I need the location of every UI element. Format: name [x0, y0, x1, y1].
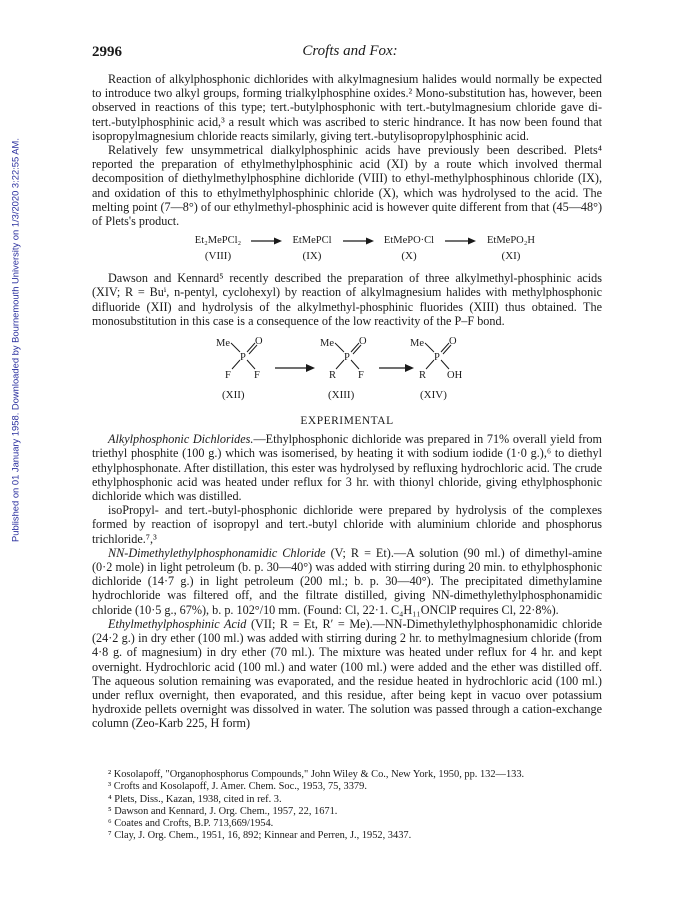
experimental-paragraph-4 — [92, 617, 602, 731]
subsection-heading: Ethylmethylphosphinic Acid — [108, 616, 247, 631]
download-watermark-text: Published on 01 January 1958. Downloaded by Bournemouth University on 1/3/2020 3:22:55 AM. — [9, 138, 21, 542]
structure-label: (XII) — [222, 389, 245, 402]
intro-paragraph-1: Reaction of alkylphosphonic dichlorides with alkylmagnesium halides would normally be expected to introduce two alkyl groups, forming trialkylphosphine oxides.² Mono-substitution has, however, been observed in reactions of this type; tert.-butylphosphonic with tert.-butylmagnesium chloride gave di-tert.-butylphosphinic acid,³ a result which was ascribed to steric hindrance. It has now been found that isopropylmagnesium chloride reacts similarly, giving tert.-butylisopropylphosphinic acid. — [92, 72, 602, 143]
compound-formula: EtMePO·Cl — [383, 235, 435, 247]
compound-label: (VIII) — [204, 250, 232, 263]
compound-label: (XI) — [501, 250, 521, 263]
footnote: ⁶ Coates and Crofts, B.P. 713,669/1954. — [108, 818, 274, 830]
subsection-text: (VII; R = Et, R′ = Me).—NN-Dimethylethylphosphonamidic chloride (24·2 g.) in dry ether (100 ml.) was added with stirring during 2 hr. to methylmagnesium chloride (from 4·8 g. of magnesium) in dry ether (70 ml.). The mixture was heated under reflux for 4 hr. and kept overnight. Hydrochloric acid (100 ml.) and water (100 ml.) were added and the ether was distilled off. The aqueous solution remaining was evaporated, and the residue heated in hydrochloric acid (100 ml.) under reflux overnight, then evaporated, and this residue, after being kept in vacuo over potassium hydroxide pellets overnight was dissolved in water. The solution was passed through a cation-exchange column (Zeo-Karb 225, H form) — [92, 616, 602, 731]
atom-f: F — [358, 370, 364, 382]
compound-X — [376, 234, 442, 263]
atom-o: O — [255, 336, 263, 348]
footnote: ⁴ Plets, Diss., Kazan, 1938, cited in ref. 3. — [108, 793, 282, 805]
atom-o: O — [449, 336, 457, 348]
atom-f: F — [254, 370, 260, 382]
atom-me: Me — [216, 338, 230, 350]
arrow-head — [405, 364, 414, 372]
compound-formula: EtMePO₂H — [487, 235, 535, 247]
structure-XII — [216, 336, 263, 381]
atom-me: Me — [410, 338, 424, 350]
experimental-paragraph-1 — [92, 432, 602, 503]
compound-IX — [284, 234, 340, 263]
structure-label: (XIII) — [328, 389, 355, 402]
reaction-arrow — [249, 236, 283, 246]
subsection-heading: Alkylphosphonic Dichlorides. — [108, 432, 254, 447]
compound-formula: Et₂MePCl₂ — [194, 235, 242, 247]
footnote: ² Kosolapoff, "Organophosphorus Compounds," John Wiley & Co., New York, 1950, pp. 132—133. — [108, 769, 525, 780]
experimental-paragraph-2: isoPropyl- and tert.-butyl-phosphonic dichloride were prepared by hydrolysis of the complexes formed by reaction of isopropyl and tert.-butyl chloride with aluminium chloride and phosphorus trichloride.⁷,³ — [92, 503, 602, 546]
structure-XIV — [410, 336, 463, 381]
compound-XI — [478, 234, 544, 263]
reaction-scheme-2 — [92, 332, 602, 406]
structure-label: (XIV) — [420, 389, 447, 402]
atom-p: P — [434, 352, 440, 364]
compound-VIII — [187, 234, 249, 263]
section-title-experimental: EXPERIMENTAL — [300, 415, 394, 428]
reaction-scheme-1 — [92, 234, 602, 264]
running-head: Crofts and Fox: — [302, 43, 398, 59]
footnote: ³ Crofts and Kosolapoff, J. Amer. Chem. Soc., 1953, 75, 3379. — [108, 781, 367, 793]
subsection-text: —Ethylphosphonic dichloride was prepared in 71% overall yield from triethyl phosphite (100 g.) which was isomerised, by heating it with sodium iodide (1·0 g.),⁶ to diethyl ethylphosphonate. After distillation, this ester was hydrolysed by refluxing hydrochloric acid. The crude ethylphosphonic acid was heated under reflux for 3 hr. with thionyl chloride, giving ethylphosphonic dichloride which was distilled. — [92, 432, 602, 504]
footnote: ⁵ Dawson and Kennard, J. Org. Chem., 1957, 22, 1671. — [108, 805, 338, 817]
atom-p: P — [344, 352, 350, 364]
footnotes — [92, 769, 602, 843]
arrow-head — [306, 364, 315, 372]
article-body — [92, 72, 602, 731]
subsection-text: (V; R = Et).—A solution (90 ml.) of dimethyl-amine (0·2 mole) in light petroleum (b. p. 30—40°) was added with stirring during 20 min. to ethylphosphonic dichloride (14·7 g.) in light petroleum (200 ml.; b. p. 30—40°). The precipitated dimethylamine hydrochloride was filtered off, and the filtrate distilled, giving NN-dimethylethylphosphonamidic chloride (10·5 g., 67%), b. p. 102°/10 mm. (Found: Cl, 22·1. C₄H₁₁ONClP requires Cl, 22·8%). — [92, 545, 602, 617]
reaction-arrow — [341, 236, 375, 246]
reaction-arrow — [443, 236, 477, 246]
compound-label: (IX) — [302, 250, 322, 263]
intro-paragraph-3: Dawson and Kennard⁵ recently described the preparation of three alkylmethyl-phosphinic acids (XIV; R = Buⁱ, n-pentyl, cyclohexyl) by reaction of alkylmagnesium halides with methylphosphonic difluoride (XII) and hydrolysis of the alkylmethyl-phosphinic fluorides (XIII) thus obtained. The monosubstitution in this case is a consequence of the low reactivity of the P–F bond. — [92, 271, 602, 328]
structure-XIII — [320, 336, 367, 381]
download-watermark — [0, 80, 30, 600]
experimental-paragraph-3 — [92, 546, 602, 617]
subsection-heading: NN-Dimethylethylphosphonamidic Chloride — [108, 545, 326, 560]
footnote: ⁷ Clay, J. Org. Chem., 1951, 16, 892; Kinnear and Perren, J., 1952, 3437. — [108, 830, 412, 842]
structure-drawing — [92, 332, 602, 406]
atom-p: P — [240, 352, 246, 364]
intro-paragraph-2: Relatively few unsymmetrical dialkylphosphinic acids have previously been described. Plets⁴ reported the preparation of ethylmethylphosphinic acid (XI) by a route which involved thermal decomposition of diethylmethylphosphine dichloride (VIII) to ethyl-methylphosphinous chloride (IX), and oxidation of this to ethylmethylphosphinic chloride (X), which was hydrolysed to the acid. The melting point (7—8°) of our ethylmethyl-phosphinic acid is however quite different from that (45—48°) of Plets's product. — [92, 143, 602, 229]
compound-formula: EtMePCl — [292, 235, 332, 247]
atom-me: Me — [320, 338, 334, 350]
atom-r: R — [419, 370, 427, 382]
page-number: 2996 — [92, 44, 122, 60]
atom-oh: OH — [447, 370, 463, 382]
atom-f: F — [225, 370, 231, 382]
atom-r: R — [329, 370, 337, 382]
compound-label: (X) — [401, 250, 417, 263]
atom-o: O — [359, 336, 367, 348]
